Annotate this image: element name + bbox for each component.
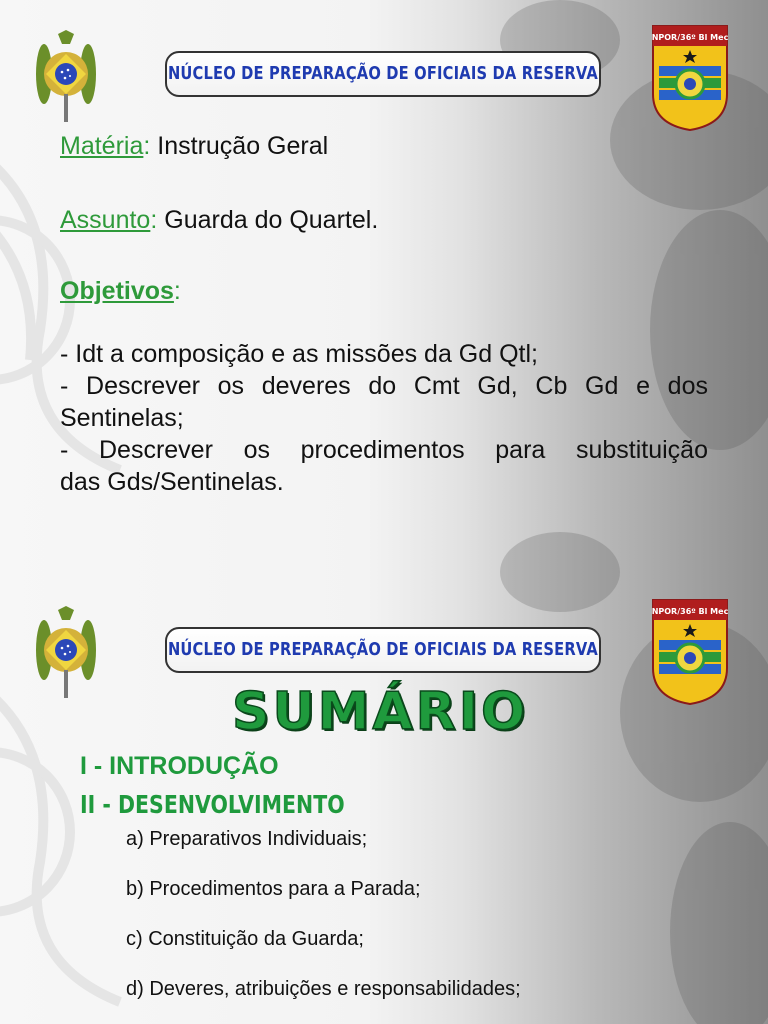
banner-title: NÚCLEO DE PREPARAÇÃO DE OFICIAIS DA RESERVA	[168, 64, 599, 84]
objetivos-heading: Objetivos:	[60, 277, 181, 305]
objetivos-list	[60, 338, 708, 498]
assunto-line: Assunto: Guarda do Quartel.	[60, 206, 379, 234]
header-banner	[165, 51, 601, 97]
sumario-item: a) Preparativos Individuais;	[126, 828, 368, 850]
assunto-value: Guarda do Quartel.	[164, 206, 379, 234]
objetivo-item: das Gds/Sentinelas.	[60, 468, 284, 496]
sumario-item: d) Deveres, atribuições e responsabilidades;	[126, 978, 521, 1000]
sumario-item: b) Procedimentos para a Parada;	[126, 878, 421, 900]
army-crest-icon	[34, 30, 98, 126]
objetivo-item: - Idt a composição e as missões da Gd Qtl;	[60, 340, 538, 368]
materia-value: Instrução Geral	[157, 132, 329, 160]
objetivo-item: Sentinelas;	[60, 404, 184, 432]
badge-text: NPOR/36º Bl Mec	[651, 607, 729, 616]
objetivo-item: - Descrever os procedimentos para substituição	[60, 436, 708, 464]
header-banner	[165, 627, 601, 673]
section-desenvolvimento: II - DESENVOLVIMENTO	[80, 790, 345, 819]
sumario-item: c) Constituição da Guarda;	[126, 928, 364, 950]
objetivos-label: Objetivos	[60, 277, 174, 305]
section-introducao: I - INTRODUÇÃO	[80, 752, 279, 780]
unit-badge-icon	[651, 598, 729, 706]
unit-badge-icon	[651, 24, 729, 132]
slide-sumario	[0, 512, 768, 1024]
army-crest-icon	[34, 606, 98, 702]
sumario-title: SUMÁRIO	[232, 682, 529, 742]
banner-title: NÚCLEO DE PREPARAÇÃO DE OFICIAIS DA RESERVA	[168, 640, 599, 660]
materia-label: Matéria	[60, 132, 144, 160]
materia-line: Matéria: Instrução Geral	[60, 132, 329, 160]
assunto-label: Assunto	[60, 206, 151, 234]
badge-text: NPOR/36º Bl Mec	[651, 33, 729, 42]
objetivo-item: - Descrever os deveres do Cmt Gd, Cb Gd e dos	[60, 372, 708, 400]
